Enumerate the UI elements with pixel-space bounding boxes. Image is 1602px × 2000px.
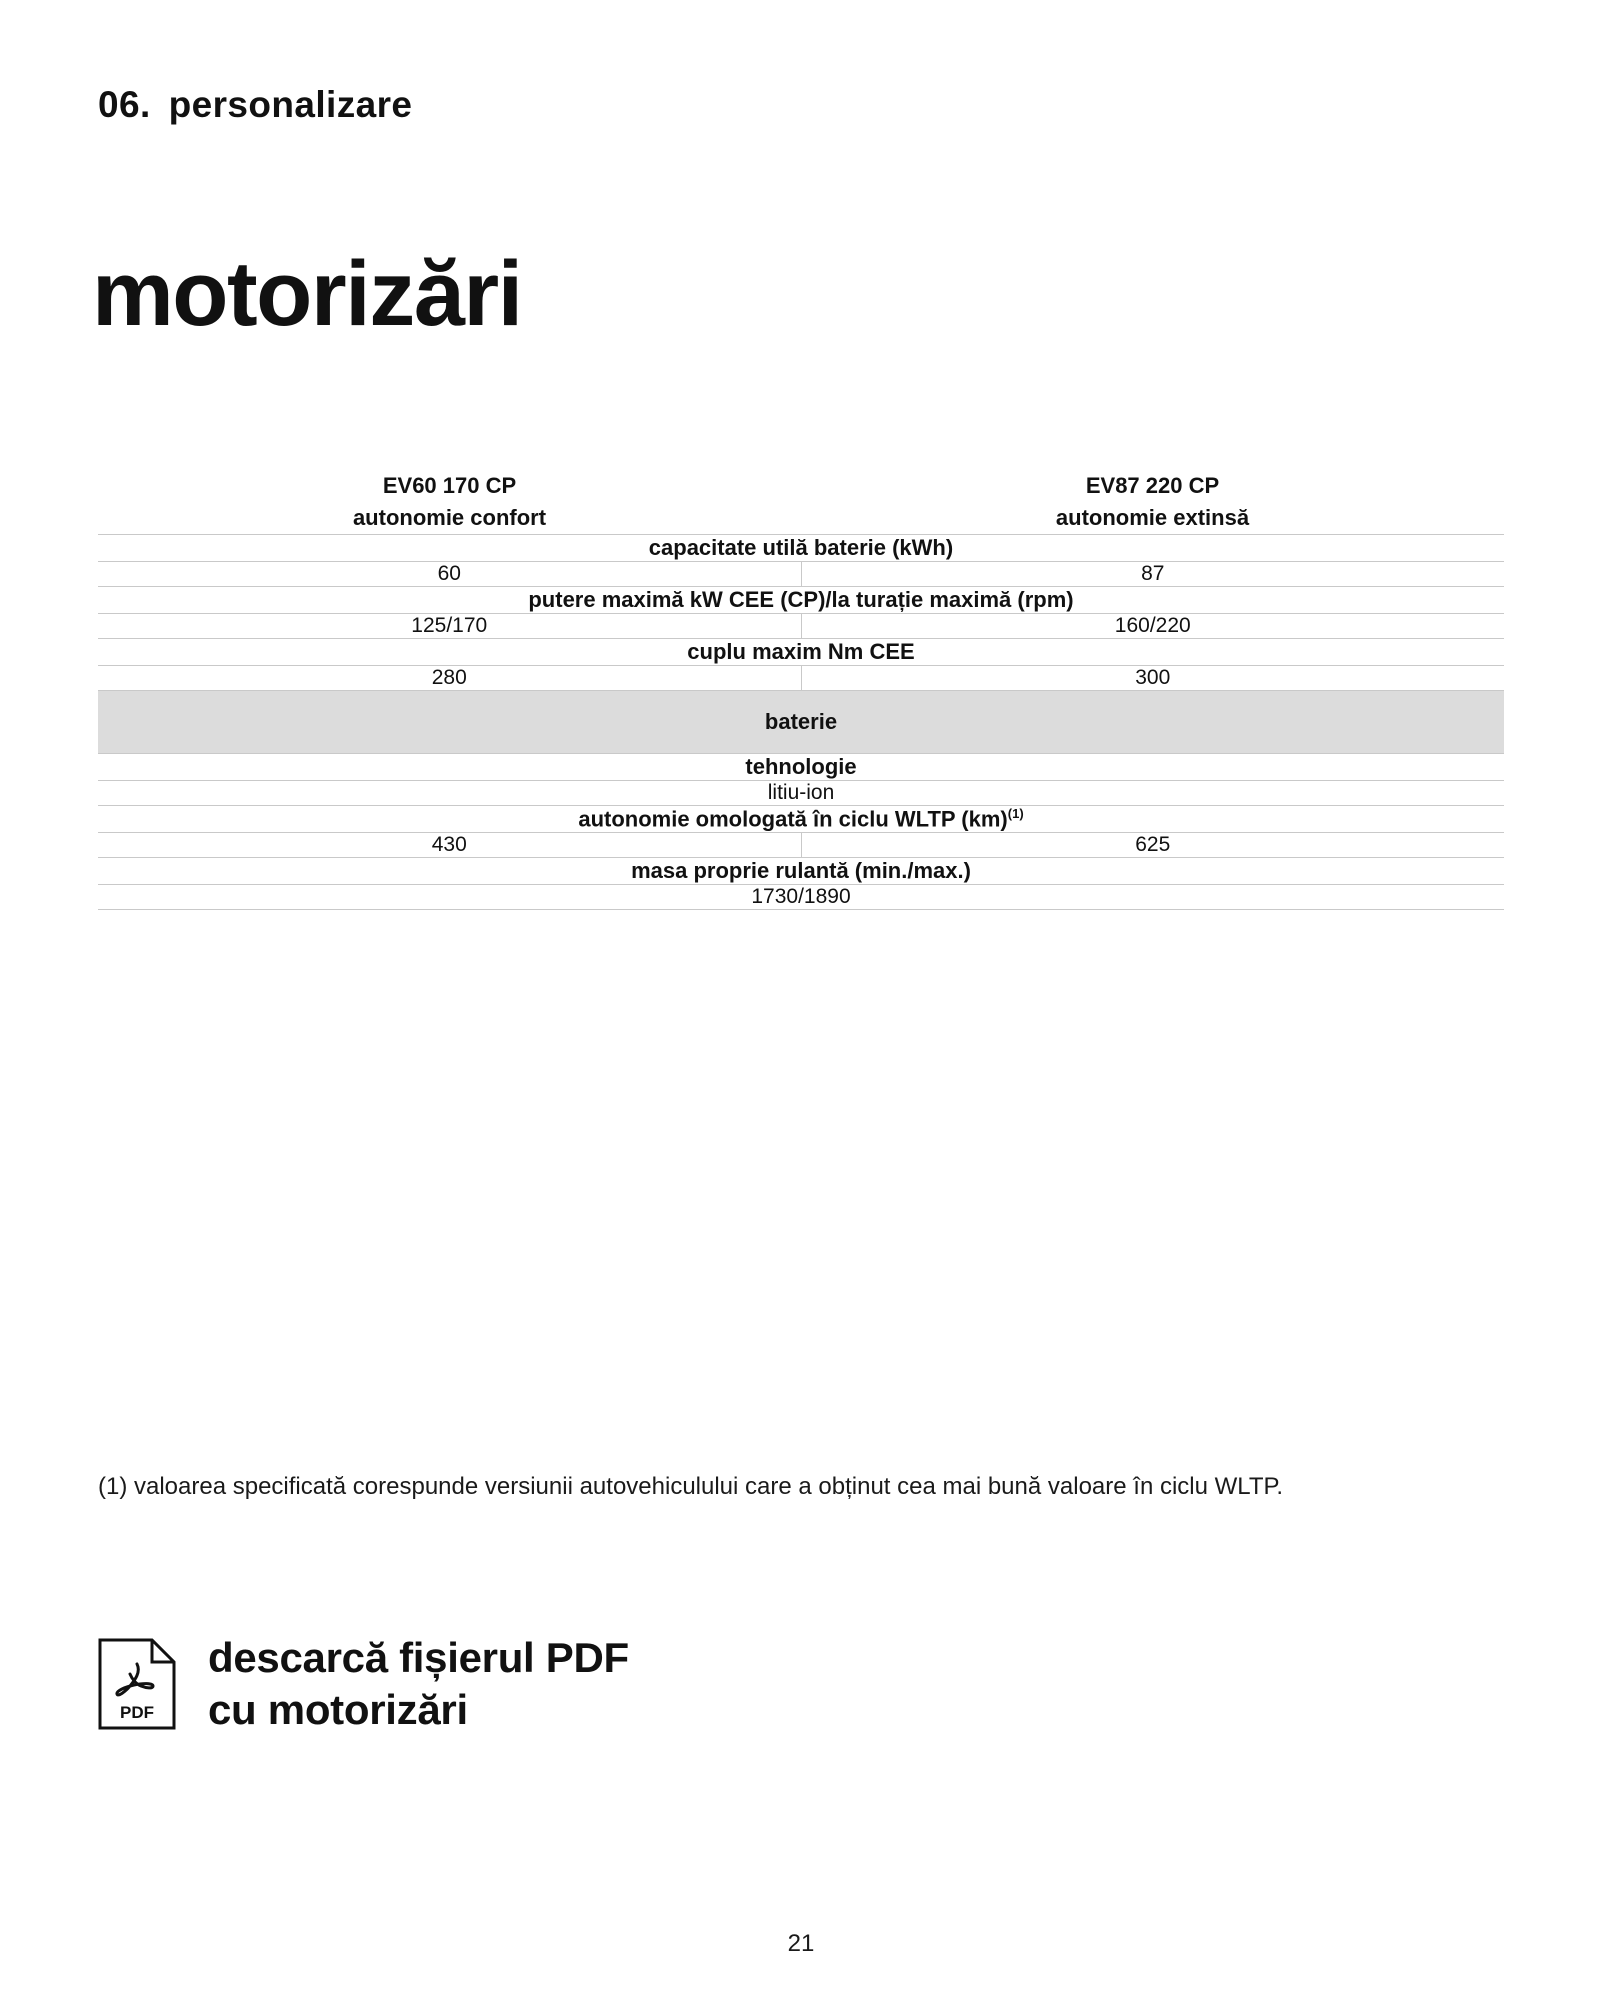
column-header-right (801, 470, 1504, 535)
svg-text:PDF: PDF (120, 1703, 154, 1722)
section-band-label: baterie (764, 709, 838, 734)
page-number: 21 (787, 1930, 815, 1957)
row-value-right: 300 (1135, 666, 1171, 689)
table-row (98, 639, 1504, 666)
row-label: autonomie omologată în ciclu WLTP (km) (578, 806, 1008, 832)
row-label: putere maximă kW CEE (CP)/la turație maximă (rpm) (528, 587, 1074, 612)
row-label-with-footnote (98, 806, 1504, 833)
table-row (98, 535, 1504, 562)
row-value-span: 1730/1890 (751, 885, 851, 909)
column-header-left-subtitle: autonomie confort (352, 505, 547, 530)
table-row (98, 885, 1504, 910)
column-header-left (98, 470, 801, 535)
footnote-text: (1) valoarea specificată corespunde versiunii autovehiculului care a obținut cea mai bună valoare în ciclu WLTP. (98, 1473, 1284, 1500)
footnote-marker: (1) (1007, 806, 1024, 821)
row-label: cuplu maxim Nm CEE (687, 639, 915, 664)
table-bottom-rule (98, 910, 1504, 911)
table-header-row (98, 470, 1504, 535)
row-value-right: 87 (1141, 562, 1165, 585)
page-title: motorizări (92, 243, 522, 345)
motorizari-spec-table (98, 470, 1504, 910)
table-section-band (98, 691, 1504, 754)
column-header-left-name: EV60 170 CP (382, 473, 517, 498)
pdf-download-link[interactable] (98, 1632, 629, 1736)
table-row (98, 754, 1504, 781)
row-value-left: 60 (98, 562, 801, 587)
pdf-link-line2: cu motorizări (208, 1686, 468, 1733)
pdf-file-icon (98, 1638, 176, 1730)
row-label: tehnologie (745, 754, 857, 779)
table-row (98, 833, 1504, 858)
table-row (98, 587, 1504, 614)
table-row (98, 614, 1504, 639)
column-header-right-subtitle: autonomie extinsă (1055, 505, 1250, 530)
table-row (98, 858, 1504, 885)
section-label (98, 84, 412, 126)
column-header-right-name: EV87 220 CP (1085, 473, 1220, 498)
table-row (98, 666, 1504, 691)
table-row (98, 562, 1504, 587)
table-row (98, 781, 1504, 806)
row-value-left: 125/170 (98, 614, 801, 639)
table-row (98, 806, 1504, 833)
row-label: masa proprie rulantă (min./max.) (631, 858, 971, 884)
section-name: personalizare (168, 84, 413, 125)
row-value-right: 625 (1135, 833, 1171, 857)
row-value-right: 160/220 (1114, 614, 1191, 637)
row-value-span: litiu-ion (767, 781, 835, 804)
bottom-rule (98, 910, 1504, 911)
row-value-left: 430 (98, 833, 801, 858)
section-number: 06. (98, 84, 151, 125)
pdf-link-line1: descarcă fișierul PDF (208, 1634, 629, 1681)
row-value-left: 280 (98, 666, 801, 691)
row-label: capacitate utilă baterie (kWh) (648, 535, 954, 560)
pdf-link-text (208, 1632, 629, 1736)
